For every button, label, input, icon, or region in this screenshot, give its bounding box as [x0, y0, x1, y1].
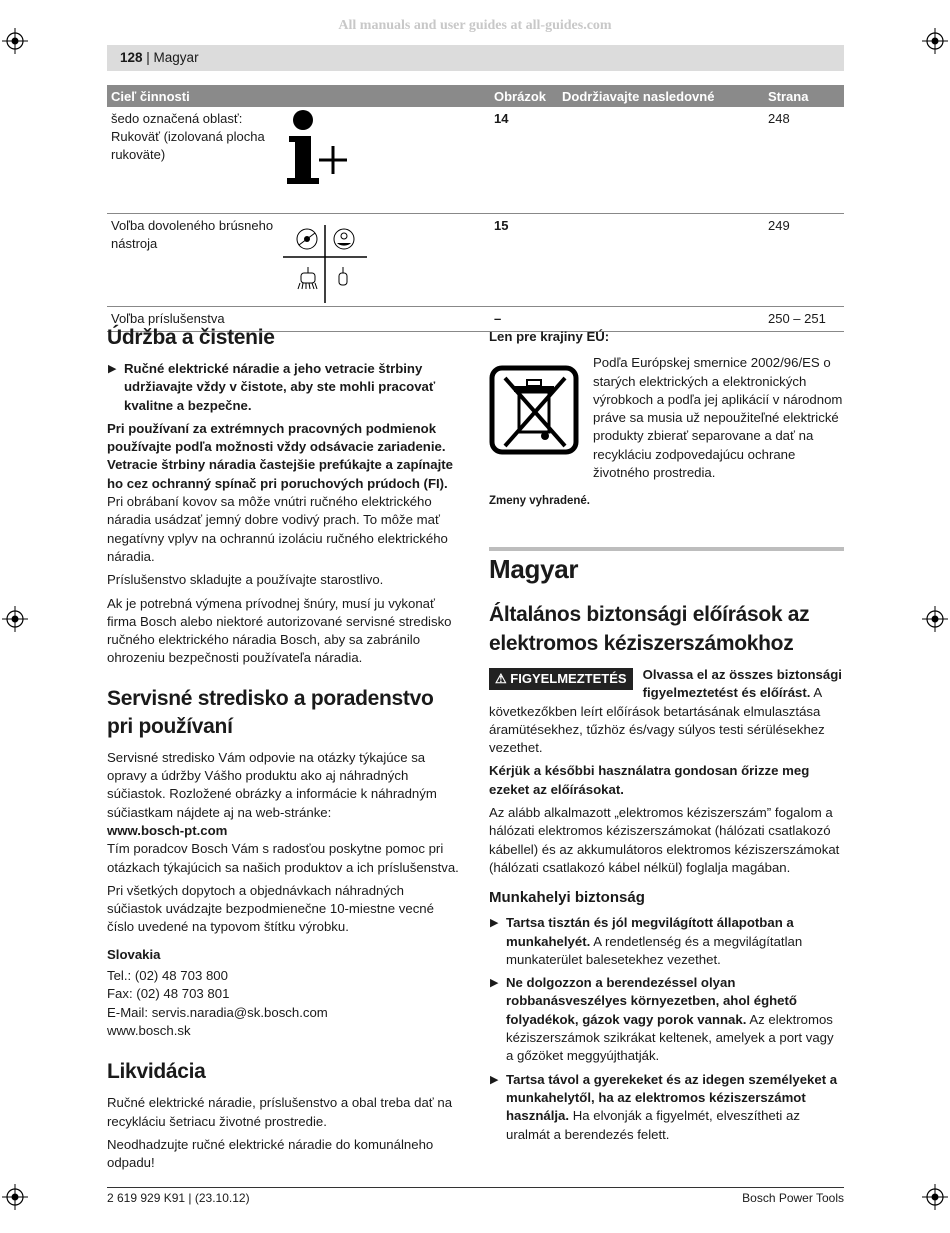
warning-text: A következőkben leírt előírások betartásának elmulasztása áramütésekhez, tűzhöz és/vagy súlyos testi sérülésekhez vezethet.: [489, 685, 825, 756]
page-number: 128: [120, 50, 143, 65]
figure-number: 15: [490, 213, 558, 306]
activity-text: Voľba dovoleného brúsneho nástroja: [111, 217, 274, 251]
left-column: [107, 324, 462, 1177]
subsection-title-workplace: Munkahelyi biztonság: [489, 889, 645, 907]
header-language: Magyar: [153, 50, 199, 65]
bullet-arrow-icon: ▶: [108, 363, 117, 375]
table-cell: [107, 107, 490, 213]
page-ref: 250 – 251: [764, 306, 844, 331]
bullet-item: [489, 974, 844, 1065]
paragraph: [107, 420, 462, 566]
contact-tel: Tel.: (02) 48 703 800: [107, 968, 228, 984]
figure-number: 14: [490, 107, 558, 213]
contact-fax: Fax: (02) 48 703 801: [107, 986, 230, 1002]
language-title: Magyar: [489, 554, 579, 584]
page-ref: 248: [764, 107, 844, 213]
table-row: [107, 213, 844, 306]
paragraph: Kérjük a későbbi használatra gondosan őrizze meg ezeket az előírásokat.: [489, 763, 810, 797]
column-header: Dodržiavajte nasledovné: [558, 85, 764, 107]
eu-heading: Len pre krajiny EÚ:: [489, 329, 610, 344]
contact-email[interactable]: E-Mail: servis.naradia@sk.bosch.com: [107, 1004, 328, 1020]
bullet-arrow-icon: ▶: [490, 917, 499, 930]
bullet-item: [489, 1071, 844, 1144]
grinding-tools-icon: [283, 217, 369, 303]
bullet-text: Az elektromos kéziszerszámok szikrákat keltenek, amelyek a port vagy a gőzöket meggyújthatják.: [506, 1011, 834, 1064]
registration-mark-icon: [922, 606, 948, 632]
service-url[interactable]: www.bosch-pt.com: [107, 822, 228, 838]
table-header-row: [107, 85, 844, 107]
registration-mark-icon: [922, 28, 948, 54]
watermark: All manuals and user guides at all-guides.com: [338, 18, 612, 33]
changes-reserved: Zmeny vyhradené.: [489, 495, 590, 508]
section-title-likvidacia: Likvidácia: [107, 1060, 206, 1084]
header-separator: |: [142, 50, 154, 65]
weee-bin-icon: [489, 364, 579, 460]
note-cell: [558, 213, 764, 306]
section-title-udrzba: Údržba a čistenie: [107, 326, 275, 349]
activity-table: [107, 85, 844, 332]
bullet-bold: Tartsa tisztán és jól megvilágított állapotban a munkahelyét.: [506, 915, 794, 949]
warning-badge: [489, 668, 633, 690]
registration-mark-icon: [2, 606, 28, 632]
country-heading: Slovakia: [107, 946, 161, 962]
info-plus-icon: [283, 110, 353, 190]
eu-disposal-block: [489, 328, 844, 511]
registration-mark-icon: [2, 1184, 28, 1210]
paragraph: Príslušenstvo skladujte a používajte starostlivo.: [107, 572, 384, 588]
bullet-bold: Ne dolgozzon a berendezéssel olyan robbanásveszélyes környezetben, ahol éghető folyadékok, gázok vagy porok vannak.: [506, 975, 797, 1027]
column-header: Strana: [764, 85, 844, 107]
section-title-safety: Általános biztonsági előírások az elektromos kéziszerszámokhoz: [489, 603, 810, 655]
column-header: Cieľ činnosti: [107, 85, 490, 107]
bullet-item: [489, 914, 844, 969]
paragraph-bold: Pri používaní za extrémnych pracovných podmienok používajte podľa možnosti vždy odsávacie zariadenie. Vetracie štrbiny náradia častejšie prefúkajte a zapínajte ho cez ochranný spínač pri poruchových prúdoch (FI).: [107, 420, 453, 491]
note-cell: [558, 107, 764, 213]
bullet-arrow-icon: ▶: [490, 977, 499, 990]
warning-bold: Olvassa el az összes biztonsági figyelmeztetést és előírást.: [642, 667, 842, 701]
bullet-item: [107, 360, 462, 415]
registration-mark-icon: [2, 28, 28, 54]
page-ref: 249: [764, 213, 844, 306]
paragraph-text: Pri obrábaní kovov sa môže vnútri ručného elektrického náradia usádzať jemný dobre vodivý prach. To môže mať negatívny vplyv na ochrannú izoláciu ručného elektrického náradia.: [107, 494, 448, 564]
contact-web[interactable]: www.bosch.sk: [107, 1022, 191, 1038]
column-header: Obrázok: [490, 85, 558, 107]
figure-number: –: [490, 306, 558, 331]
paragraph: Neodhadzujte ručné elektrické náradie do komunálneho odpadu!: [107, 1136, 434, 1171]
eu-text: Podľa Európskej smernice 2002/96/ES o starých elektrických a elektronických výrobkoch a podľa jej aplikácií v národnom práve sa musia už nepoužiteľné elektrické produkty zbierať separovane a dať na recykláciu zodpovedajúcu ochrane životného prostredia.: [593, 355, 843, 481]
paragraph: Ručné elektrické náradie, príslušenstvo a obal treba dať na recykláciu šetriacu životné prostredie.: [107, 1095, 453, 1129]
bullet-text: A rendetlenség és a megvilágítatlan munkaterület balesetekhez vezethet.: [506, 933, 803, 967]
section-divider: [489, 547, 844, 551]
page-footer: [107, 1187, 844, 1205]
table-cell: [107, 213, 490, 306]
right-column: [489, 552, 844, 1149]
table-row: [107, 107, 844, 213]
footer-doc-number: 2 619 929 K91 | (23.10.12): [107, 1191, 250, 1205]
paragraph: Tím poradcov Bosch Vám s radosťou poskytne pomoc pri otázkach týkajúcich sa našich produktov a ich príslušenstva.: [107, 841, 459, 875]
section-title-servis: Servisné stredisko a poradenstvo pri používaní: [107, 686, 434, 738]
paragraph: Pri všetkých dopytoch a objednávkach náhradných súčiastok uvádzajte bezpodmienečne 10-miestne vecné číslo uvedené na typovom štítku výrobku.: [107, 882, 434, 935]
bullet-arrow-icon: ▶: [490, 1073, 499, 1086]
footer-brand: Bosch Power Tools: [742, 1191, 844, 1205]
paragraph: Az alább alkalmazott „elektromos kéziszerszám” fogalom a hálózati elektromos kéziszerszámokat (hálózati csatlakozó kábellel) és az akkumulátoros elektromos kéziszerszámokat (hálózati csatlakozó kábel nélkül) foglalja magában.: [489, 805, 840, 875]
warning-block: [489, 666, 844, 757]
warning-label: FIGYELMEZTETÉS: [510, 671, 627, 686]
page-header: [107, 45, 844, 71]
activity-text: Voľba príslušenstva: [107, 306, 490, 331]
registration-mark-icon: [922, 1184, 948, 1210]
bullet-bold: Tartsa távol a gyerekeket és az idegen személyeket a munkahelytől, ha az elektromos kéziszerszámot használja.: [506, 1071, 838, 1124]
bullet-text: Ha elvonják a figyelmét, elveszítheti az uralmát a berendezés felett.: [506, 1108, 800, 1142]
paragraph: Servisné stredisko Vám odpovie na otázky týkajúce sa opravy a údržby Vášho produktu ako aj náhradných súčiastok. Rozložené obrázky a informácie k náhradným súčiastkam nájdete aj na web-stránke:: [107, 749, 437, 820]
paragraph: Ak je potrebná výmena prívodnej šnúry, musí ju vykonať firma Bosch alebo niektoré autorizované servisné stredisko ručného elektrického náradia Bosch, aby sa zabránilo ohrozeniu bezpečnosti používateľa náradia.: [107, 595, 452, 666]
activity-text: šedo označená oblasť: Rukoväť (izolovaná plocha rukoväte): [111, 111, 265, 162]
warning-triangle-icon: ⚠: [495, 671, 507, 686]
bullet-text: Ručné elektrické náradie a jeho vetracie štrbiny udržiavajte vždy v čistote, aby ste mohli pracovať kvalitne a bezpečne.: [124, 361, 436, 413]
